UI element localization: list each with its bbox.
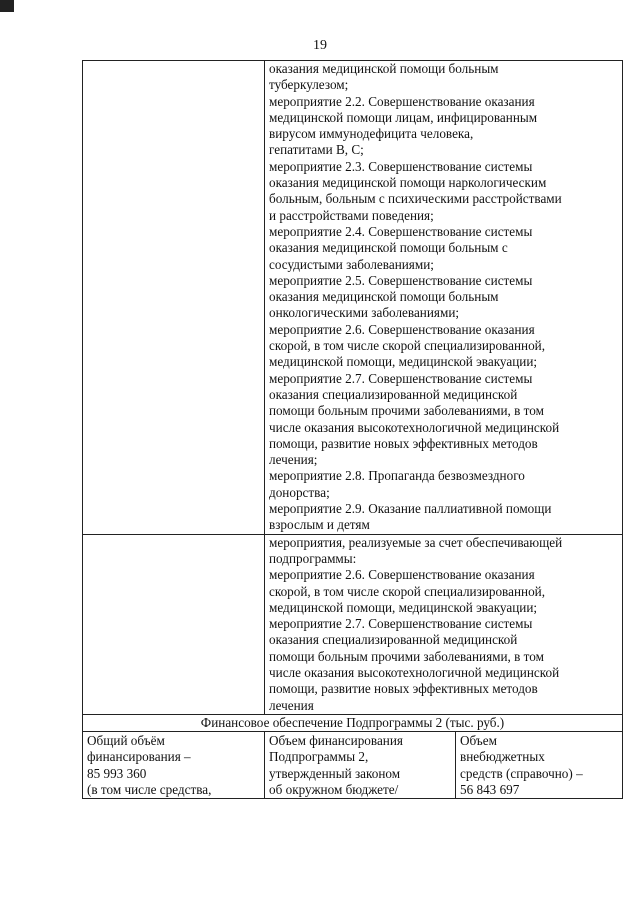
total-funding-line: Общий объём: [87, 733, 165, 749]
measure-line: туберкулезом;: [269, 77, 349, 93]
measure-line: мероприятие 2.2. Совершенствование оказания: [269, 93, 535, 109]
measure-line: оказания медицинской помощи больным: [269, 289, 499, 305]
scan-corner-mark: [0, 0, 14, 12]
label-cell-empty: [83, 534, 265, 714]
supporting-measure-line: лечения: [269, 697, 314, 713]
budget-funding-line: Подпрограммы 2,: [269, 749, 369, 765]
supporting-measure-line: помощи больным прочими заболеваниями, в том: [269, 648, 544, 664]
supporting-measure-line: мероприятие 2.6. Совершенствование оказания: [269, 567, 535, 583]
extrabudgetary-line: Объем: [460, 733, 497, 749]
total-funding-cell: [83, 732, 265, 799]
budget-funding-line: утвержденный законом: [269, 765, 401, 781]
program-table: [82, 60, 623, 799]
measure-line: сосудистыми заболеваниями;: [269, 256, 434, 272]
supporting-row: [83, 534, 623, 714]
measure-line: медицинской помощи лицам, инфицированным: [269, 109, 538, 125]
supporting-measure-line: оказания специализированной медицинской: [269, 632, 518, 648]
measure-line: мероприятие 2.3. Совершенствование системы: [269, 158, 533, 174]
measure-line: гепатитами B, C;: [269, 142, 364, 158]
measure-line: взрослым и детям: [269, 517, 370, 533]
extrabudgetary-cell: [456, 732, 623, 799]
total-funding-line: (в том числе средства,: [87, 782, 212, 798]
supporting-measure-line: скорой, в том числе скорой специализированной,: [269, 583, 546, 599]
measures-cell: [265, 61, 623, 535]
measure-line: мероприятие 2.7. Совершенствование системы: [269, 370, 533, 386]
extrabudgetary-line: внебюджетных: [460, 749, 545, 765]
total-funding-line: 85 993 360: [87, 765, 147, 781]
measure-line: скорой, в том числе скорой специализированной,: [269, 338, 546, 354]
supporting-measure-line: числе оказания высокотехнологичной медицинской: [269, 664, 560, 680]
supporting-measures-cell: [265, 534, 623, 714]
measure-line: мероприятие 2.4. Совершенствование системы: [269, 223, 533, 239]
measure-line: оказания специализированной медицинской: [269, 386, 518, 402]
finance-header: Финансовое обеспечение Подпрограммы 2 (тыс. руб.): [83, 714, 623, 731]
supporting-measure-line: мероприятие 2.7. Совершенствование системы: [269, 616, 533, 632]
label-cell-empty: [83, 61, 265, 535]
supporting-measure-line: помощи, развитие новых эффективных методов: [269, 681, 538, 697]
measure-line: и расстройствами поведения;: [269, 207, 434, 223]
measure-line: мероприятие 2.9. Оказание паллиативной помощи: [269, 501, 552, 517]
measure-line: лечения;: [269, 452, 318, 468]
measures-row: [83, 61, 623, 535]
measure-line: мероприятие 2.8. Пропаганда безвозмездного: [269, 468, 525, 484]
measure-line: вирусом иммунодефицита человека,: [269, 126, 474, 142]
finance-header-row: [83, 714, 623, 731]
finance-columns-row: [83, 732, 623, 799]
supporting-measure-line: мероприятия, реализуемые за счет обеспечивающей: [269, 534, 563, 550]
measure-line: помощи, развитие новых эффективных методов: [269, 435, 538, 451]
measure-line: мероприятие 2.5. Совершенствование системы: [269, 272, 533, 288]
supporting-measure-line: подпрограммы:: [269, 550, 357, 566]
measure-line: оказания медицинской помощи больным: [269, 61, 499, 76]
page-number: 19: [313, 38, 327, 53]
measure-line: помощи больным прочими заболеваниями, в том: [269, 403, 544, 419]
total-funding-line: финансирования –: [87, 749, 191, 765]
budget-funding-cell: [265, 732, 456, 799]
extrabudgetary-line: средств (справочно) –: [460, 765, 583, 781]
measure-line: больным, больным с психическими расстройствами: [269, 191, 562, 207]
measure-line: числе оказания высокотехнологичной медицинской: [269, 419, 560, 435]
budget-funding-line: Объем финансирования: [269, 733, 403, 749]
measure-line: оказания медицинской помощи наркологическим: [269, 175, 547, 191]
measure-line: мероприятие 2.6. Совершенствование оказания: [269, 321, 535, 337]
measure-line: медицинской помощи, медицинской эвакуации;: [269, 354, 538, 370]
supporting-measure-line: медицинской помощи, медицинской эвакуации;: [269, 599, 538, 615]
budget-funding-line: об окружном бюджете/: [269, 782, 399, 798]
measure-line: оказания медицинской помощи больным с: [269, 240, 508, 256]
measure-line: донорства;: [269, 484, 330, 500]
extrabudgetary-line: 56 843 697: [460, 782, 520, 798]
measure-line: онкологическими заболеваниями;: [269, 305, 460, 321]
